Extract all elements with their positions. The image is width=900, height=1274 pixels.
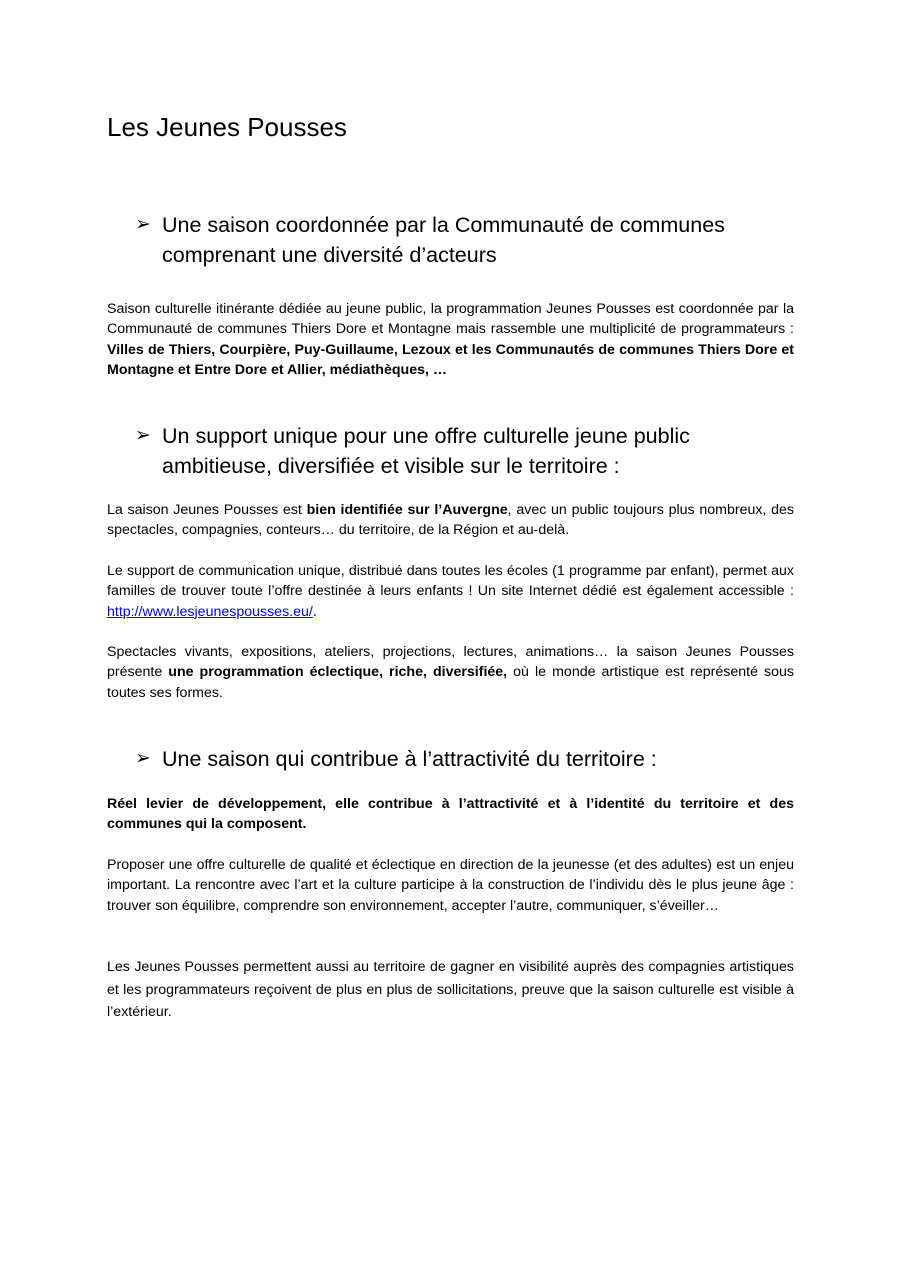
paragraph-bold-text: bien identifiée sur l’Auvergne (306, 502, 508, 518)
arrow-bullet-icon: ➢ (135, 748, 151, 769)
section-heading-text: Un support unique pour une offre culturelle jeune public ambitieuse, diversifiée et visible sur le territoire : (162, 424, 690, 478)
paragraph-bold-text: une programmation éclectique, riche, diversifiée, (168, 664, 508, 681)
paragraph-bold-text: Réel levier de développement, elle contribue à l’attractivité et à l’identité du territoire et des communes qui la composent. (107, 796, 794, 833)
paragraph-text: Saison culturelle itinérante dédiée au jeune public, la programmation Jeunes Pousses est coordonnée par la Communauté de communes Thiers Dore et Montagne mais rassemble une multiplicité de programmateurs : (107, 301, 794, 338)
paragraph-text: Proposer une offre culturelle de qualité et éclectique en direction de la jeunesse (et des adultes) est un enjeu important. La rencontre avec l’art et la culture participe à la construction de l’individu dès le plus jeune âge : trouver son équilibre, comprendre son environnement, accepter l’autre, communiquer, s’éveiller… (107, 857, 794, 914)
arrow-bullet-icon: ➢ (135, 425, 151, 446)
website-link[interactable]: http://www.lesjeunespousses.eu/ (107, 603, 313, 620)
paragraph-programmation (107, 642, 794, 703)
paragraph-text: La saison Jeunes Pousses est (107, 502, 307, 518)
paragraph-enjeu (107, 855, 794, 916)
paragraph-identification (107, 500, 794, 541)
paragraph-visibilite (107, 956, 794, 1024)
paragraph-levier (107, 794, 794, 835)
paragraph-text: Le support de communication unique, distribué dans toutes les écoles (1 programme par enfant), permet aux familles de trouver toute l’offre destinée à leurs enfants ! Un site Internet dédié est également accessible : (107, 563, 794, 600)
paragraph-coordination (107, 299, 794, 380)
document-title: Les Jeunes Pousses (107, 112, 347, 142)
section-heading-attractivite (135, 744, 795, 774)
paragraph-text: , avec un public toujours plus nombreux, des spectacles, compagnies, conteurs… du territoire, de la Région et au-delà. (107, 502, 794, 539)
paragraph-communication (107, 561, 794, 622)
section-heading-text: Une saison coordonnée par la Communauté de communes comprenant une diversité d’acteurs (162, 213, 725, 267)
paragraph-bold-text: Villes de Thiers, Courpière, Puy-Guillaume, Lezoux et les Communautés de communes Thiers Dore et Montagne et Entre Dore et Allier, médiathèques, … (107, 341, 794, 378)
paragraph-text: . (312, 603, 317, 620)
paragraph-text: Les Jeunes Pousses permettent aussi au territoire de gagner en visibilité auprès des compagnies artistiques et les programmateurs reçoivent de plus en plus de sollicitations, preuve que la saison culturelle est visible à l’extérieur. (107, 959, 794, 1020)
section-heading-coordination (135, 210, 795, 270)
section-heading-text: Une saison qui contribue à l’attractivité du territoire : (162, 747, 657, 771)
section-heading-support (135, 421, 795, 481)
arrow-bullet-icon: ➢ (135, 214, 151, 235)
paragraph-text: Spectacles vivants, expositions, ateliers, projections, lectures, animations… la saison Jeunes Pousses présente (107, 644, 794, 681)
paragraph-text: où le monde artistique est représenté sous toutes ses formes. (107, 664, 795, 701)
